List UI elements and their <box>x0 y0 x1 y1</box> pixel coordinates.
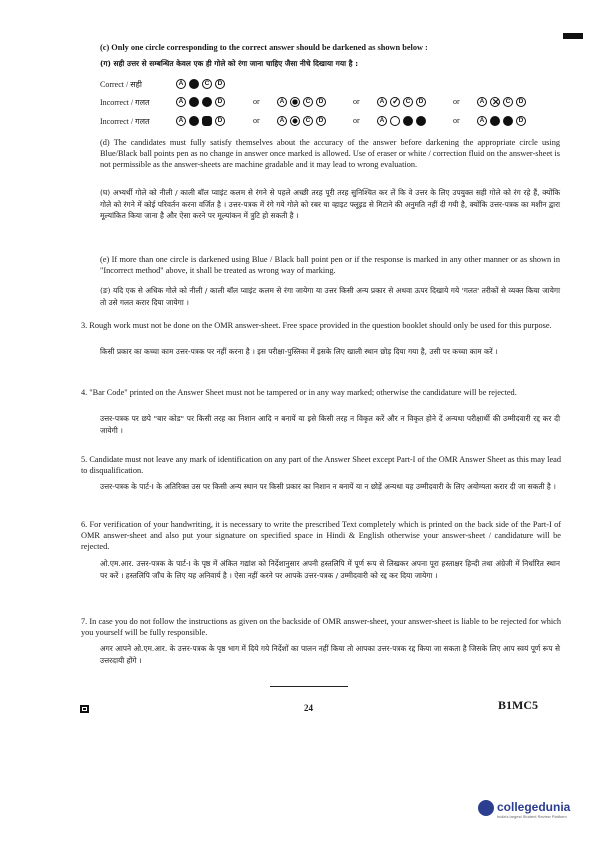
bubble-a: A <box>176 97 186 107</box>
bubble-tick: ✓ <box>392 96 400 106</box>
logo-tagline: India's largest Student Review Platform <box>497 814 567 819</box>
bubble-examples <box>100 78 570 132</box>
bubble-overfilled <box>202 116 212 126</box>
section-d-en: (d) The candidates must fully satisfy themselves about the accuracy of the answer before darkening the appropriate circle using Blue/Black ball points pen as no change in answer once marked is allowed. Use of eraser or white / correction fluid on the answer-sheet is not permissible as the answer-sheets are machine gradable and it may lead to wrong evaluation. <box>100 138 560 169</box>
or-text: or <box>253 116 260 125</box>
bubble-dot <box>290 116 300 126</box>
item-6-en: 6. For verification of your handwriting, it is necessary to write the prescribed Text completely which is printed on the back side of the Part-I of OMR answer-sheet and also put your signature on specified space in Hindi & English otherwise your answer-sheet / candidature will be rejected. <box>81 520 561 551</box>
bubble-dot <box>290 97 300 107</box>
bubble-d: D <box>215 79 225 89</box>
bubble-c: C <box>303 97 313 107</box>
bubble-filled <box>503 116 513 126</box>
graduate-icon <box>478 800 494 816</box>
bubble-a: A <box>377 116 387 126</box>
page-number: 24 <box>304 703 313 713</box>
registration-square <box>80 705 89 713</box>
bubble-c: C <box>202 79 212 89</box>
section-d-hi: (घ) अभ्यर्थी गोले को नीली / काली बॉल प्वाइंट कलम से रंगने से पहले अच्छी तरह पूरी तरह सुनिश्चित कर लें कि वे उत्तर के लिए उपयुक्त सही गोले को रंग रहे हैं, क्योंकि गोले को रंगने में कोई परिवर्तन करना वर्जित है । उत्तर-पत्रक में रंगे गये गोले को रबर या व्हाइट फ्लूइड से मिटाने की अनुमति नहीं दी गयी है, क्योंकि उत्तर-पत्रक का मशीन द्वारा मूल्यांकित किया जाना है और ऐसा करने पर मूल्यांकन में त्रुटि हो सकती है । <box>100 188 560 220</box>
bubble-filled <box>202 97 212 107</box>
incorrect-label: Incorrect / गलत <box>100 117 150 126</box>
bubble-a: A <box>277 116 287 126</box>
bubble-d: D <box>316 116 326 126</box>
incorrect-label: Incorrect / गलत <box>100 98 150 107</box>
or-text: or <box>453 97 460 106</box>
bubble-filled <box>189 79 199 89</box>
or-text: or <box>353 97 360 106</box>
bubble-filled <box>189 97 199 107</box>
item-5-hi: उत्तर-पत्रक के पार्ट-I के अतिरिक्त उस पर किसी अन्य स्थान पर किसी प्रकार का निशान न बनायें या न छोड़ें अन्यथा यह उम्मीदवारी के लिए अयोग्यता करार दी जा सकती है । <box>100 482 556 491</box>
item-7-en: 7. In case you do not follow the instructions as given on the backside of OMR answer-sheet, your answer-sheet is liable to be rejected for which you yourself will be fully responsible. <box>81 617 561 637</box>
bubble-d: D <box>516 116 526 126</box>
bubble-d: D <box>516 97 526 107</box>
bubble-a: A <box>477 97 487 107</box>
bubble-d: D <box>316 97 326 107</box>
item-4-en: 4. "Bar Code" printed on the Answer Sheet must not be tampered or in any way marked; otherwise the candidature will be rejected. <box>81 388 517 397</box>
item-7-hi: अगर आपने ओ.एम.आर. के उत्तर-पत्रक के पृष्ठ भाग में दिये गये निर्देशों का पालन नहीं किया तो आपका उत्तर-पत्रक रद्द किया जा सकता है जिसके लिए आप स्वयं पूर्ण रूप से उत्तरदायी होंगे । <box>100 644 560 665</box>
bubble-a: A <box>176 79 186 89</box>
bubble-b-empty <box>390 116 400 126</box>
booklet-code: B1MC5 <box>498 698 538 712</box>
bubble-c: C <box>403 97 413 107</box>
registration-mark <box>563 33 583 39</box>
bubble-a: A <box>477 116 487 126</box>
footer-rule <box>270 686 348 687</box>
bubble-d: D <box>215 116 225 126</box>
bubble-a: A <box>377 97 387 107</box>
item-6-hi: ओ.एम.आर. उत्तर-पत्रक के पार्ट-I के पृष्ठ में अंकित गद्यांश को निर्देशानुसार अपनी हस्तलिपि में पूर्ण रूप से लिखकर अपना पूरा हस्ताक्षर हिन्दी तथा अंग्रेजी में निर्धारित स्थान पर करें । हस्तलिपि जाँच के लिए यह अनिवार्य है । ऐसा नहीं करने पर आपके उत्तर-पत्रक / उम्मीदवारी को रद्द कर दिया जायेगा । <box>100 559 560 580</box>
bubble-a: A <box>176 116 186 126</box>
item-3-en: 3. Rough work must not be done on the OMR answer-sheet. Free space provided in the question booklet should only be used for this purpose. <box>81 321 552 330</box>
bubble-c: C <box>503 97 513 107</box>
bubble-filled <box>403 116 413 126</box>
bubble-d: D <box>416 97 426 107</box>
logo-name: collegedunia <box>497 800 571 814</box>
or-text: or <box>353 116 360 125</box>
bubble-cross: ✕ <box>492 97 500 107</box>
bubble-filled <box>189 116 199 126</box>
item-5-en: 5. Candidate must not leave any mark of identification on any part of the Answer Sheet except Part-I of the OMR Answer Sheet as this may lead to disqualification. <box>81 455 561 475</box>
section-c-heading-hi: (ग) सही उत्तर से सम्बन्धित केवल एक ही गोले को रंगा जाना चाहिए जैसा नीचे दिखाया गया है : <box>100 59 359 68</box>
bubble-c: C <box>303 116 313 126</box>
section-e-en: (e) If more than one circle is darkened using Blue / Black ball point pen or if the response is marked in any other manner or as shown in "Incorrect method" above, it shall be treated as wrong way of marking. <box>100 255 560 275</box>
item-4-hi: उत्तर-पत्रक पर छपे "बार कोड" पर किसी तरह का निशान आदि न बनायें या इसे किसी तरह न विकृत करें और न विकृत होने दें अन्यथा परीक्षार्थी की उम्मीदवारी रद्द कर दी जायेगी । <box>100 414 560 435</box>
bubble-a: A <box>277 97 287 107</box>
section-c-heading-en: (c) Only one circle corresponding to the correct answer should be darkened as shown below : <box>100 43 428 52</box>
bubble-filled <box>416 116 426 126</box>
section-e-hi: (ङ) यदि एक से अधिक गोले को नीली / काली बॉल प्वाइंट कलम से रंगा जायेगा या उत्तर किसी अन्य प्रकार से अथवा ऊपर दिखाये गये 'गलत' तरीकों से व्यक्त किया जायेगा तो उसे गलत करार दिया जायेगा । <box>100 286 560 307</box>
bubble-d: D <box>215 97 225 107</box>
or-text: or <box>253 97 260 106</box>
bubble-filled <box>490 116 500 126</box>
item-3-hi: किसी प्रकार का कच्चा काम उत्तर-पत्रक पर नहीं करना है । इस परीक्षा-पुस्तिका में इसके लिए खाली स्थान छोड़ दिया गया है, उसी पर कच्चा काम करें । <box>100 347 498 356</box>
or-text: or <box>453 116 460 125</box>
correct-label: Correct / सही <box>100 80 142 89</box>
